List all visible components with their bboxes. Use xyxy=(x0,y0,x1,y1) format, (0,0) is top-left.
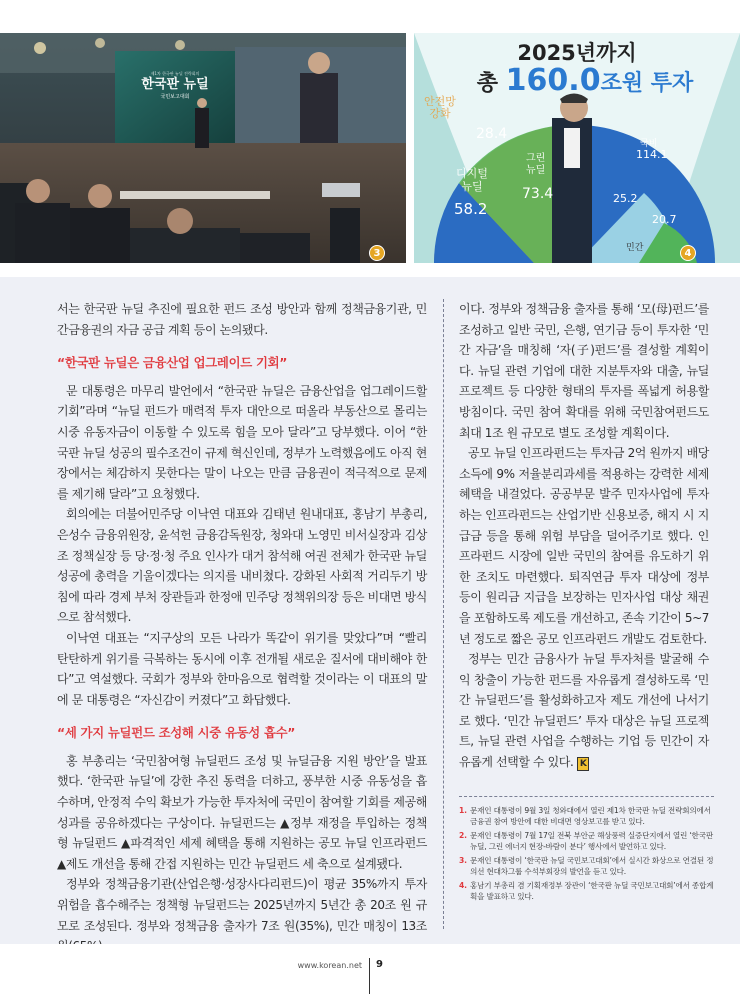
caption-item xyxy=(459,855,714,877)
screen-title: 한국판 뉴딜 xyxy=(141,77,209,92)
caption-number: 3. xyxy=(459,856,467,865)
seg-label-green: 그린 뉴딜 xyxy=(526,153,546,176)
seg-value-green: 73.4 xyxy=(522,186,554,202)
chart-title-suffix: 조원 투자 xyxy=(600,71,694,96)
right-column xyxy=(459,299,709,773)
photo-presentation xyxy=(414,33,740,263)
screen-small-text: 제1차 한국판 뉴딜 전략회의 xyxy=(150,71,200,76)
seg-label-national: 국비 xyxy=(640,139,658,149)
section2-paragraph-2: 정부와 정책금융기관(산업은행·성장사다리펀드)이 평균 35%까지 투자 위험을 흡수해주는 정책형 뉴딜펀드는 2025년까지 5년간 총 20조 원 규모로 조성된다. 정부와 정책금융 출자가 7조 원(35%), 민간 매칭이 13조 xyxy=(57,877,427,933)
article-body xyxy=(0,277,740,944)
screen-title-overlay xyxy=(118,71,232,101)
caption-number: 1. xyxy=(459,806,467,815)
chart-title-amount: 160.0 xyxy=(505,63,601,98)
section1-paragraph-3: 이낙연 대표는 “지구상의 모든 나라가 똑같이 위기를 맞았다”며 “빨리 탄탄하게 위기를 극복하는 동시에 이후 전개될 새로운 질서에 대비해야 한다”고 역설했다. 국회가 정부와 한마음으로 협력할 것이라는 이 대표의 말에 문 대통령은 “자신감이 커졌다”고 화답했다. xyxy=(57,630,427,707)
seg-value-private: 20.7 xyxy=(652,213,677,226)
chart-title-line2 xyxy=(430,63,740,98)
caption-text: 문재인 대통령이 7월 17일 전북 부안군 해상풍력 실증단지에서 열린 ‘한국판 뉴딜, 그린 에너지 현장-바람이 분다’ 행사에서 발언하고 있다. xyxy=(470,831,713,851)
photo-strip xyxy=(0,0,740,277)
page-footer xyxy=(0,944,740,1001)
caption-item xyxy=(459,805,714,827)
intro-paragraph: 서는 한국판 뉴딜 추진에 필요한 펀드 조성 방안과 함께 정책금융기관, 민간금융권의 자금 공급 계획 등이 논의됐다. xyxy=(57,302,427,337)
chart-title xyxy=(414,39,740,98)
caption-item xyxy=(459,880,714,902)
right-paragraph-3 xyxy=(459,649,709,773)
seg-value-national: 114.1 xyxy=(636,148,668,161)
seg-value-digital: 58.2 xyxy=(454,200,488,218)
chart-title-line1: 2025년까지 xyxy=(517,41,637,65)
photo-captions xyxy=(459,796,714,905)
end-mark-icon: K xyxy=(577,757,590,771)
caption-text: 문재인 대통령이 ‘한국판 뉴딜 국민보고대회’에서 실시간 화상으로 연결된 정의선 현대차그룹 수석부회장의 발언을 듣고 있다. xyxy=(470,856,714,876)
photo-badge-3: 3 xyxy=(369,245,385,261)
seg-value-safety: 28.4 xyxy=(476,126,508,142)
section-heading-2: “세 가지 뉴딜펀드 조성해 시중 유동성 흡수” xyxy=(57,725,296,741)
caption-number: 2. xyxy=(459,831,467,840)
page-number: 9 xyxy=(376,959,383,970)
right-paragraph-3-text: 정부는 민간 금융사가 뉴딜 투자처를 발굴해 수익 창출이 가능한 펀드를 자유롭게 결성하도록 ‘민간 뉴딜펀드’를 활성화하고자 제도 개선에 나서기로 했다. ‘민간 뉴딜펀드’ 투자 대상은 뉴딜 프로젝트, 뉴딜 관련 사업을 수행하는 기업 등 민간이 자유롭게 선택할 수 있다. xyxy=(459,652,709,770)
seg-label-private: 민간 xyxy=(626,243,644,253)
right-paragraph-2: 공모 뉴딜 인프라펀드는 투자금 2억 원까지 배당소득에 9% 저율분리과세를 적용하는 강력한 세제 혜택을 내걸었다. 공공부문 발주 민자사업에 투자하는 인프라펀드는 산업기반 신용보증, 해지 시 지급금 등을 통해 위험 부담을 덜어주기로 했다. 인프라펀드 시장에 일반 국민의 참여를 유도하기 위한 조치도 마련했다. 퇴직연금 투자 대상에 정부 등이 원리금 지급을 보장하는 민자사업 대상 채권을 포함하도록 제도를 개선하고, 존속 기간이 5~7년 정도로 짧은 공모 인프라펀드 개발도 검토한다. xyxy=(459,446,709,646)
seg-label-safety: 안전망 강화 xyxy=(424,95,456,120)
section2-paragraph-1: 홍 부총리는 ‘국민참여형 뉴딜펀드 조성 및 뉴딜금융 지원 방안’을 발표했다. ‘한국판 뉴딜’에 강한 추진 동력을 더하고, 풍부한 시중 유동성을 흡수하며, 안정적 수익 확보가 가능한 투자처에 국민이 참여할 기회를 제공해 성과를 공유하겠다는 구상이다. 뉴딜펀드는 ▲정부 재정을 투입하는 정책형 뉴딜펀드 ▲파격적인 세제 혜택을 통해 지원하는 공모 뉴딜 인프라펀드 ▲제도 개선을 통해 간접 지원하는 민간 뉴딜펀드 세 축으로 설계됐다. xyxy=(57,753,427,871)
photo-meeting-hall xyxy=(0,33,406,263)
caption-text: 문재인 대통령이 9월 3일 청와대에서 열린 제1차 한국판 뉴딜 전략회의에서 금융권 참여 방안에 대한 비대면 영상보고를 받고 있다. xyxy=(470,806,711,826)
right-paragraph-1: 이다. 정부와 정책금융 출자를 통해 ‘모(母)펀드’를 조성하고 일반 국민, 은행, 연기금 등이 투자한 ‘민간 자금’을 매칭해 ‘자(子)펀드’를 결성할 계획이다. 뉴딜 관련 기업에 대한 지분투자와 대출, 뉴딜 프로젝트 등 다양한 형태의 투자를 폭넓게 허용할 방침이다. 국민 참여 확대를 위해 국민참여펀드도 최대 1조 원 규모로 별도 조성할 계획이다. xyxy=(459,302,709,440)
seg-label-digital: 디지털 뉴딜 xyxy=(456,167,488,193)
photo-badge-4: 4 xyxy=(680,245,696,261)
section1-paragraph-2: 회의에는 더불어민주당 이낙연 대표와 김태년 원내대표, 홍남기 부총리, 은성수 금융위원장, 윤석헌 금융감독원장, 청와대 노영민 비서실장과 김상조 정책실장 등 당·정·청 주요 인사가 대거 참석해 여권 전체가 한국판 뉴딜 성공에 총력을 기울이겠다는 의지를 내비쳤다. 강화된 사회적 거리두기 방침에 따라 경제 부처 장관들과 한정애 민주당 정책위의장 등은 비대면 방식으로 참석했다. xyxy=(57,507,427,625)
chart-title-prefix: 총 xyxy=(476,71,498,96)
left-column xyxy=(57,299,427,957)
column-divider xyxy=(443,299,444,929)
caption-number: 4. xyxy=(459,881,467,890)
caption-text: 홍남기 부총리 겸 기획재정부 장관이 ‘한국판 뉴딜 국민보고대회’에서 종합계획을 발표하고 있다. xyxy=(470,881,714,901)
section-heading-1: “한국판 뉴딜은 금융산업 업그레이드 기회” xyxy=(57,355,288,371)
footer-divider xyxy=(369,958,370,994)
meeting-hall-image xyxy=(0,33,406,263)
caption-item xyxy=(459,830,714,852)
footer-url: www.korean.net xyxy=(297,961,362,970)
seg-value-local: 25.2 xyxy=(613,192,638,205)
screen-subtitle: 국민보고대회 xyxy=(160,94,190,100)
section1-paragraph-1: 문 대통령은 마무리 발언에서 “한국판 뉴딜은 금융산업을 업그레이드할 기회”라며 “뉴딜 펀드가 매력적 투자 대안으로 떠올라 부동산으로 몰리는 시중 유동자금이 이동할 수 있도록 힘을 모아 달라”고 당부했다. 이어 “한국판 뉴딜 성공의 필수조건이 규제 혁신인데, 정부가 노력했음에도 아직 현장에서는 체감하지 못한다는 말이 나오는 만큼 금융권이 적극적으로 문제를 제기해 달라”고 요청했다. xyxy=(57,383,427,501)
